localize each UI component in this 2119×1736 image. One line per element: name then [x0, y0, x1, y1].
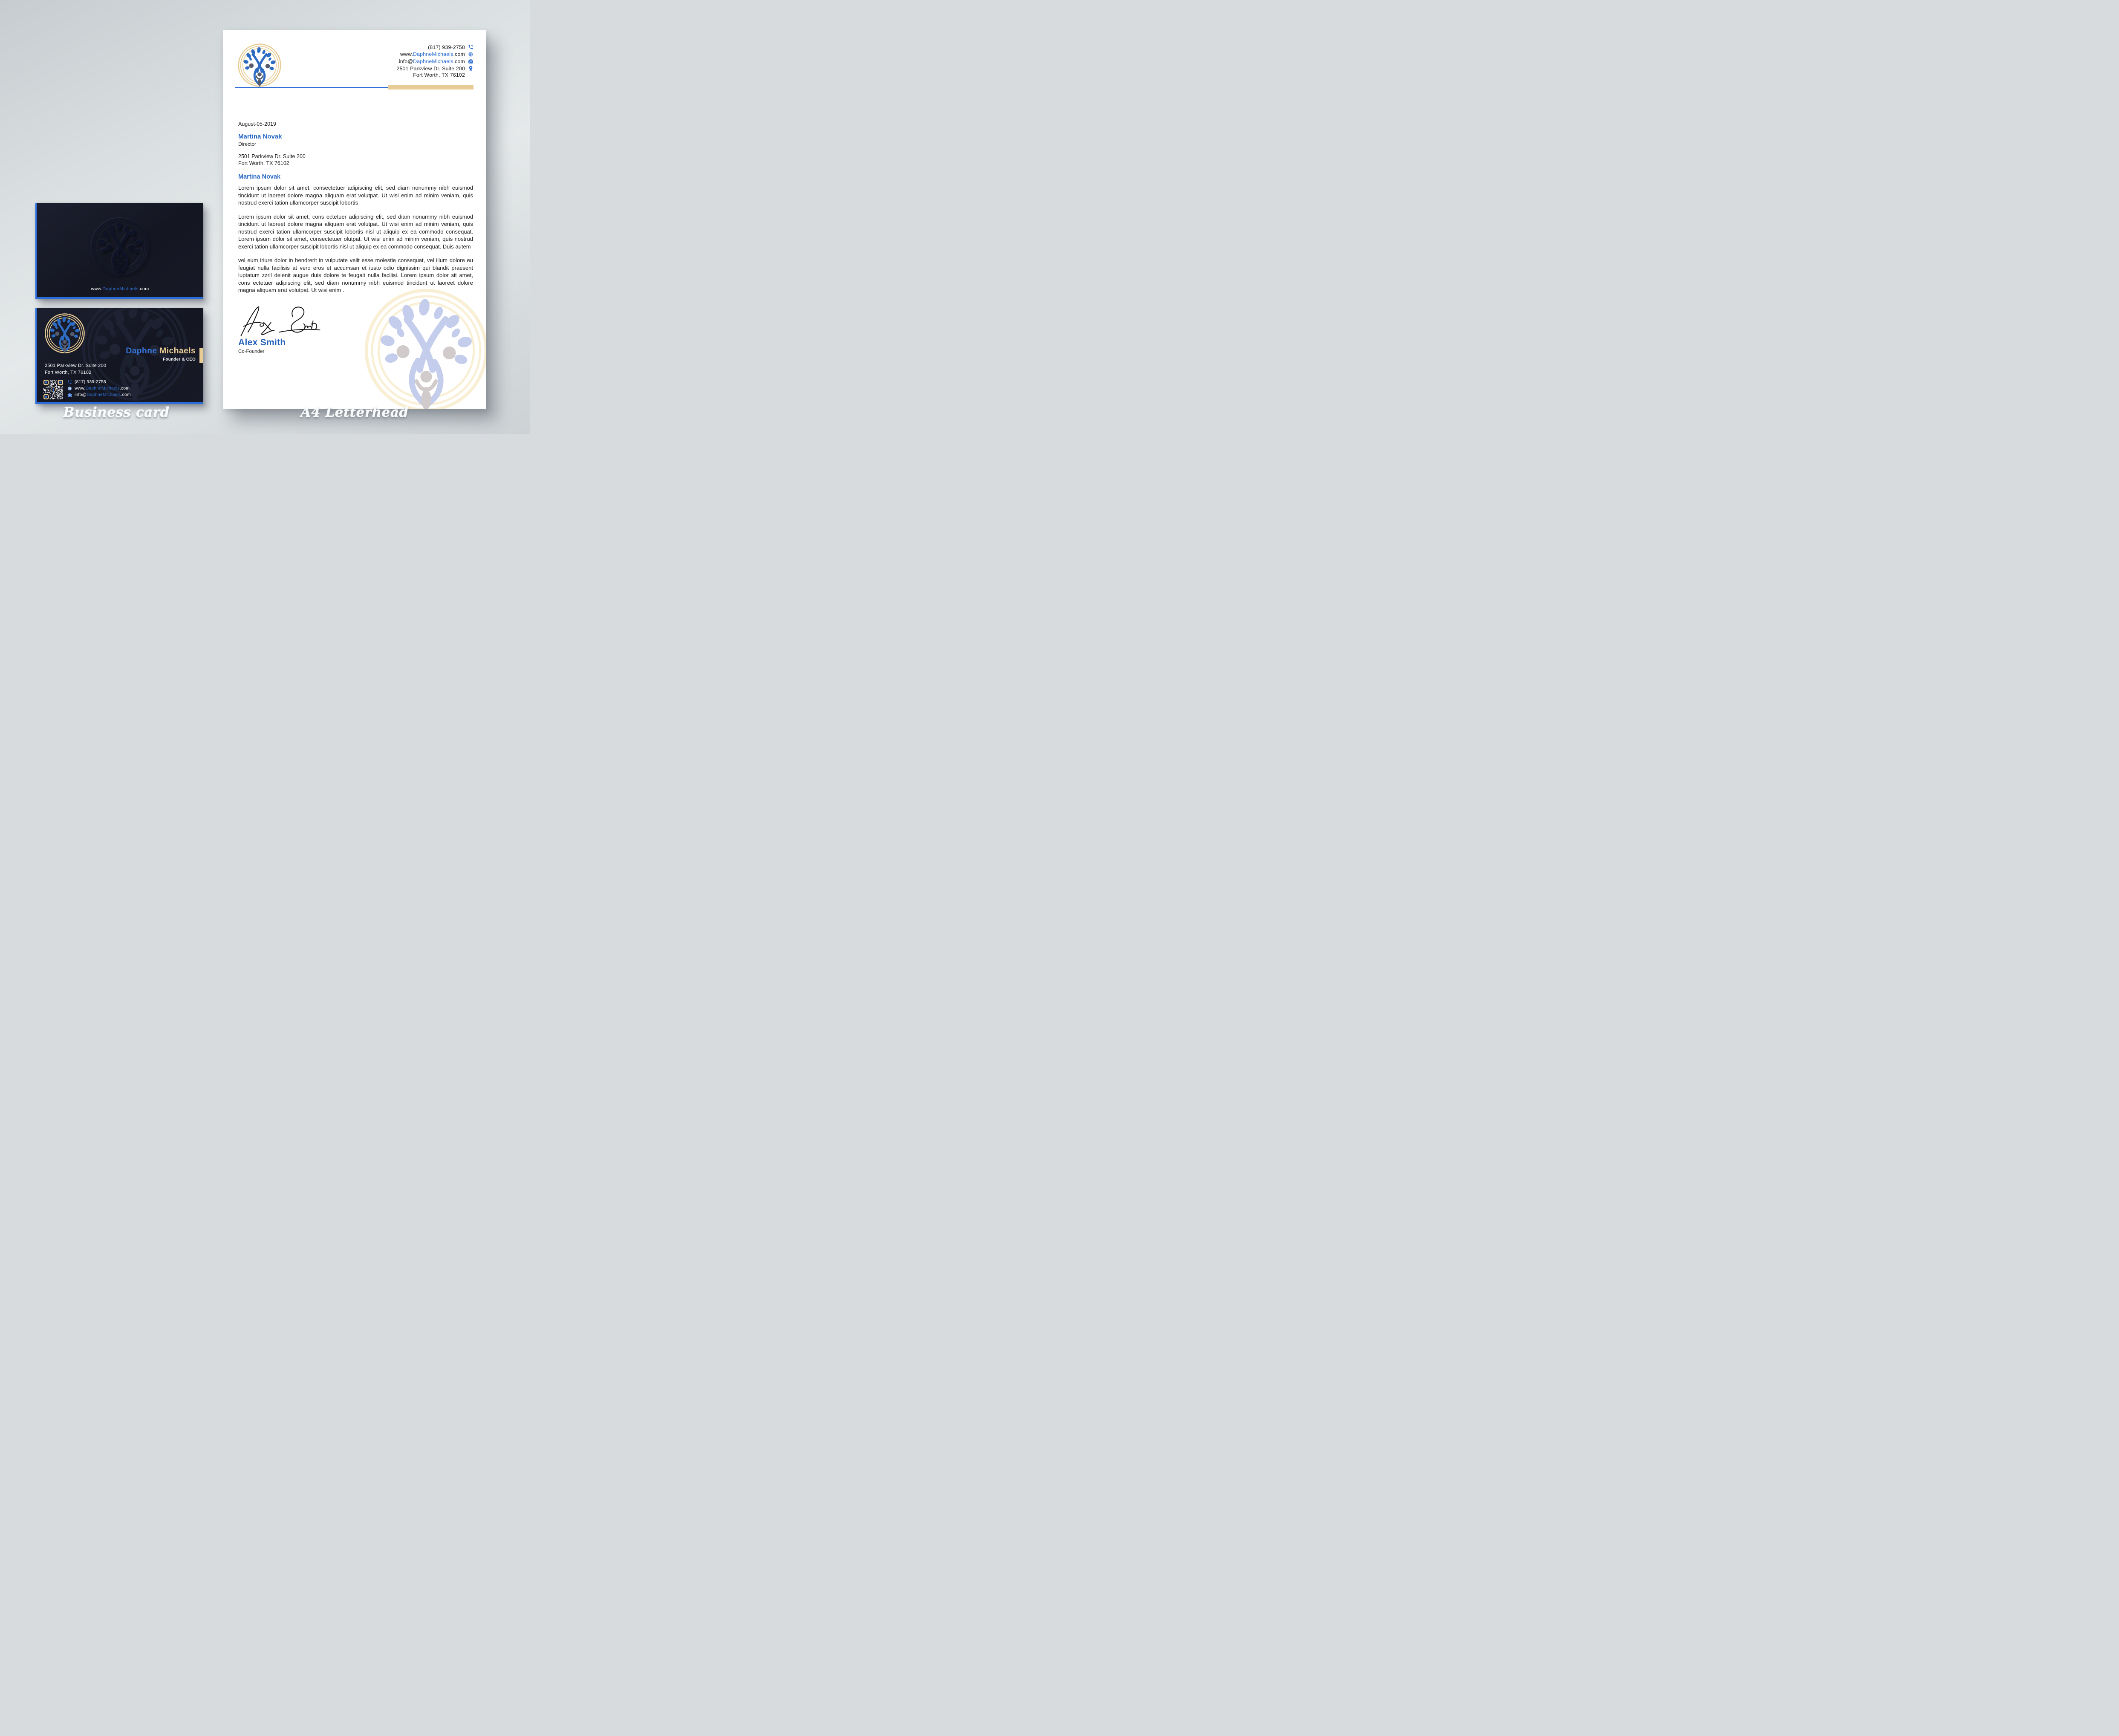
contact-phone-row [396, 44, 473, 50]
card-phone-row: (817) 939-2758 [67, 380, 131, 384]
contact-address-row [396, 66, 473, 79]
signer-name: Alex Smith [238, 338, 286, 347]
stationery-mockup-scene [0, 0, 530, 434]
watermark-logo [362, 286, 486, 409]
card-website-row: www.DaphneMichaels.com [67, 386, 131, 391]
divider-blue-line [235, 87, 388, 88]
mail-icon [468, 58, 473, 64]
letter-body [238, 184, 473, 300]
signature-block [238, 304, 321, 354]
letterhead-page [223, 30, 486, 409]
globe-icon [468, 52, 473, 57]
recipient-address: 2501 Parkview Dr. Suite 200 Fort Worth, TX 76102 [238, 153, 306, 166]
card-contact-rows [67, 380, 131, 399]
street-address: 2501 Parkview Dr. Suite 200 Fort Worth, TX 76102 [396, 65, 465, 78]
salutation: Martina Novak [238, 173, 281, 180]
paragraph: Lorem ipsum dolor sit amet, consectetuer adipiscing elit, sed diam nonummy nibh euismod tincidunt ut laoreet dolore magna aliquam erat volutpat. Ut wisi enim ad minim veniam, quis nostrud exerci tation ullamcorper suscipit lobortis [238, 185, 473, 206]
email-address: info@DaphneMichaels.com [398, 58, 465, 64]
mail-icon [67, 393, 72, 397]
handwritten-signature [238, 304, 321, 339]
business-card-front [35, 203, 203, 299]
signer-title: Co-Founder [238, 349, 265, 354]
website-url: www.DaphneMichaels.com [400, 51, 465, 57]
recipient-block [238, 133, 306, 167]
cardholder-name-block [126, 346, 196, 362]
svg-text:@: @ [69, 393, 71, 395]
phone-icon [67, 380, 72, 384]
svg-text:@: @ [470, 59, 472, 61]
paragraph: vel eum iriure dolor in hendrerit in vulputate velit esse molestie consequat, vel illum dolore eu feugiat nulla facilisis at vero eros et accumsan et iusto odio dignissim qui blandit praesent luptatum zzril delenit augue duis dolore te feugait nulla facilisi. Lorem ipsum dolor sit amet, cons ectetuer adipiscing elit, sed diam nonummy nibh euismod tincidunt ut laoreet dolore magna aliquam erat volutpat. Ut wisi enim . [238, 257, 473, 293]
card-front-website: www.DaphneMichaels.com [91, 286, 149, 292]
phone-icon [468, 44, 473, 50]
company-logo [44, 312, 86, 354]
caption-business-card: Business card [63, 405, 170, 420]
card-email-row: @ info@DaphneMichaels.com [67, 393, 131, 397]
globe-icon [67, 386, 72, 391]
paragraph: Lorem ipsum dolor sit amet, cons ectetuer adipiscing elit, sed diam nonummy nibh euismod tincidunt ut laoreet dolore magna aliquam erat volutpat. Ut wisi enim ad minim veniam, quis nostrud exerci tation ullamcorper suscipit lobortis nisl ut aliquip ex ea commodo consequat. Lorem ipsum dolor sit amet, consectetuer olutpat. Ut wisi enim ad minim veniam, quis nostrud exerci tation ullamcorper suscipit lobortis nisl ut aliquip ex ea commodo consequat. Duis autem [238, 213, 473, 250]
card-address: 2501 Parkview Dr. Suite 200 Fort Worth, TX 76102 [45, 363, 107, 375]
cardholder-name: Daphne Michaels [126, 346, 196, 355]
business-card-back [35, 308, 203, 404]
caption-letterhead: A4 Letterhead [300, 405, 409, 420]
qr-code [43, 380, 63, 399]
recipient-title: Director [238, 141, 257, 147]
letter-date: August-05-2019 [238, 121, 276, 127]
location-icon [468, 66, 473, 71]
contact-email-row [396, 58, 473, 64]
letterhead-contact-block [396, 44, 473, 80]
embossed-logo [90, 217, 150, 277]
cardholder-title: Founder & CEO [163, 357, 196, 362]
phone-number: (817) 939-2758 [428, 44, 465, 50]
recipient-name: Martina Novak [238, 133, 282, 140]
contact-website-row [396, 52, 473, 57]
divider-gold-bar [388, 85, 473, 90]
header-divider [235, 85, 473, 90]
gold-accent-tab [199, 348, 203, 363]
company-logo [237, 43, 282, 88]
